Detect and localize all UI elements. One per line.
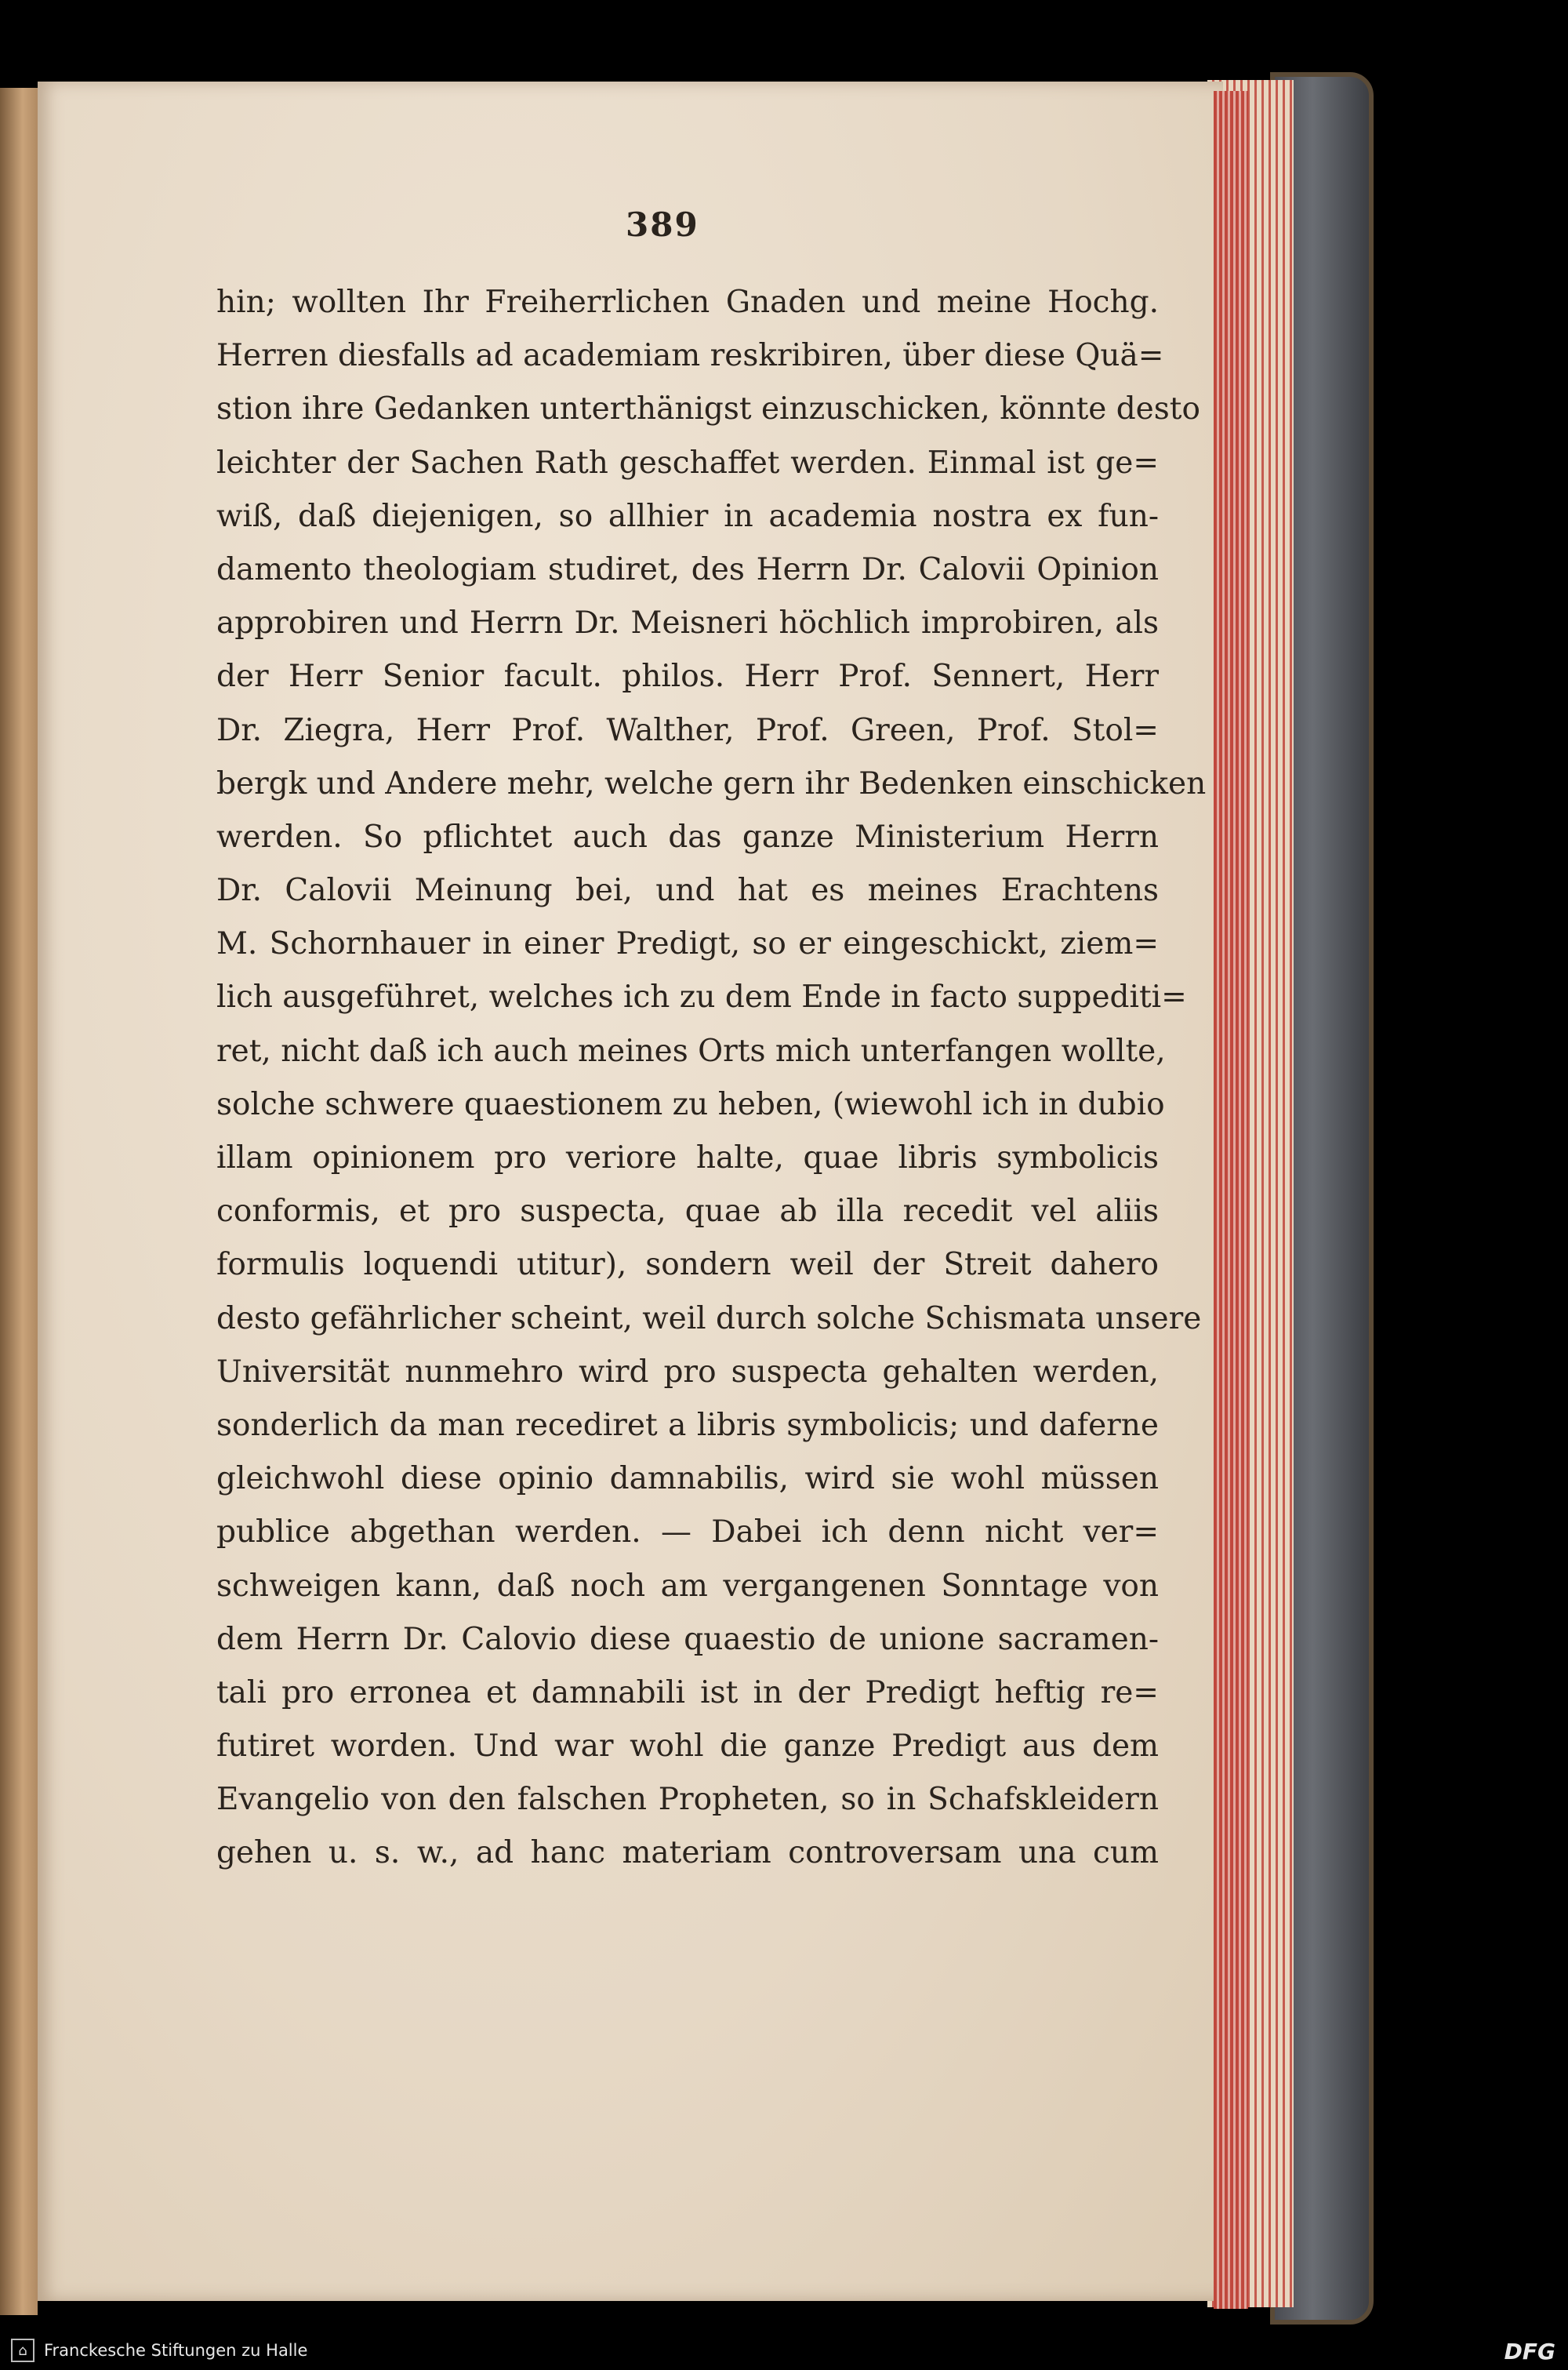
text-line: M. Schornhauer in einer Predigt, so er eingeschickt, ziem= — [216, 926, 1159, 962]
page-text — [216, 276, 1207, 1881]
text-line: Dr. Ziegra, Herr Prof. Walther, Prof. Green, Prof. Stol= — [216, 712, 1159, 748]
dfg-logo: DFG — [1504, 2339, 1555, 2365]
text-line: leichter der Sachen Rath geschaffet werden. Einmal ist ge= — [216, 445, 1159, 481]
institution-label: Franckesche Stiftungen zu Halle — [44, 2341, 308, 2360]
text-line: stion ihre Gedanken unterthänigst einzuschicken, könnte desto — [216, 391, 1200, 427]
left-page-edge — [0, 88, 38, 2315]
text-line: werden. So pflichtet auch das ganze Ministerium Herrn — [216, 819, 1159, 855]
text-line: der Herr Senior facult. philos. Herr Prof. Sennert, Herr — [216, 659, 1159, 695]
book-page — [38, 82, 1223, 2301]
text-line: bergk und Andere mehr, welche gern ihr Bedenken einschicken — [216, 765, 1207, 802]
text-line: Evangelio von den falschen Propheten, so in Schafskleidern — [216, 1782, 1159, 1818]
text-line: hin; wollten Ihr Freiherrlichen Gnaden und meine Hochg. — [216, 285, 1159, 320]
text-line: illam opinionem pro veriore halte, quae libris symbolicis — [216, 1140, 1159, 1176]
text-line: schweigen kann, daß noch am vergangenen Sonntage von — [216, 1568, 1159, 1604]
text-line: lich ausgeführet, welches ich zu dem Ende in facto suppediti= — [216, 980, 1187, 1016]
book — [0, 72, 1372, 2323]
text-line: sonderlich da man recediret a libris symbolicis; und daferne — [216, 1407, 1159, 1443]
text-line: futiret worden. Und war wohl die ganze Predigt aus dem — [216, 1728, 1159, 1765]
text-line: Dr. Calovii Meinung bei, und hat es meines Erachtens — [216, 873, 1159, 909]
text-line: formulis loquendi utitur), sondern weil der Streit dahero — [216, 1247, 1159, 1283]
page-number: 389 — [626, 205, 699, 244]
text-line: Universität nunmehro wird pro suspecta gehalten werden, — [216, 1354, 1159, 1390]
text-line: tali pro erronea et damnabili ist in der Predigt heftig re= — [216, 1674, 1159, 1710]
text-line: Herren diesfalls ad academiam reskribiren, über diese Quä= — [216, 338, 1164, 374]
text-line: damento theologiam studiret, des Herrn Dr. Calovii Opinion — [216, 551, 1159, 587]
text-line: publice abgethan werden. — Dabei ich denn nicht ver= — [216, 1514, 1159, 1550]
franckesche-logo-icon: ⌂ — [11, 2339, 34, 2362]
text-line: wiß, daß diejenigen, so allhier in academia nostra ex fun- — [216, 498, 1159, 534]
text-line: desto gefährlicher scheint, weil durch solche Schismata unsere — [216, 1300, 1202, 1336]
text-line: ret, nicht daß ich auch meines Orts mich unterfangen wollte, — [216, 1033, 1166, 1069]
red-page-edge — [1214, 91, 1248, 2309]
text-line: gleichwohl diese opinio damnabilis, wird sie wohl müssen — [216, 1461, 1159, 1497]
text-line: gehen u. s. w., ad hanc materiam controversam una cum — [216, 1835, 1159, 1871]
text-line: approbiren und Herrn Dr. Meisneri höchlich improbiren, als — [216, 605, 1159, 642]
text-line: solche schwere quaestionem zu heben, (wiewohl ich in dubio — [216, 1086, 1165, 1122]
footer-bar — [0, 2332, 1568, 2370]
text-line: dem Herrn Dr. Calovio diese quaestio de unione sacramen- — [216, 1621, 1159, 1657]
text-line: conformis, et pro suspecta, quae ab illa recedit vel aliis — [216, 1194, 1159, 1230]
